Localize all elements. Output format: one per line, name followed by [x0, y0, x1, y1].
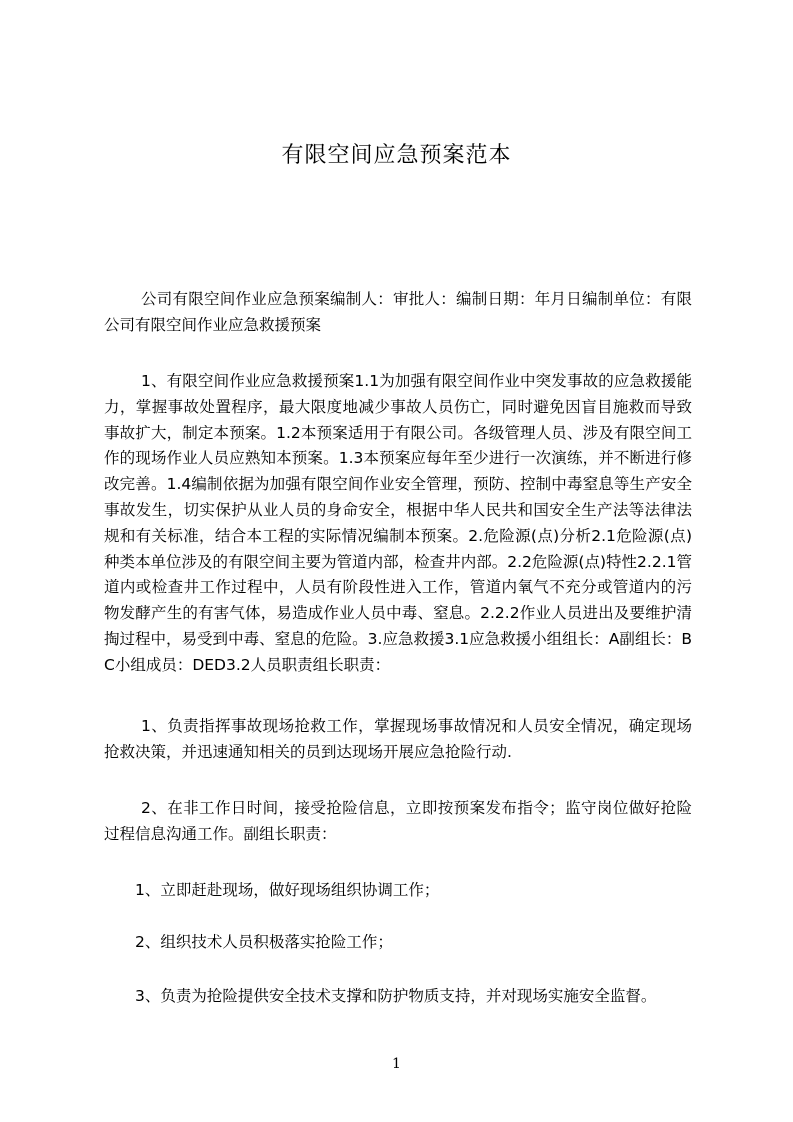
deputy-duty-1-paragraph: 1、立即赶赴现场，做好现场组织协调工作；	[135, 881, 440, 899]
intro-paragraph: 公司有限空间作业应急预案编制人：审批人：编制日期：年月日编制单位：有限公司有限空间作业应急救援预案	[104, 290, 692, 334]
leader-duty-1-paragraph: 1、负责指挥事故现场抢救工作，掌握现场事故情况和人员安全情况，确定现场抢救决策，并迅速通知相关的员到达现场开展应急抢险行动.	[104, 717, 692, 761]
plan-body-paragraph: 1、有限空间作业应急救援预案1.1为加强有限空间作业中突发事故的应急救援能力，掌握事故处置程序，最大限度地减少事故人员伤亡，同时避免因盲目施救而导致事故扩大，制定本预案。1.2本预案适用于有限公司。各级管理人员、涉及有限空间工作的现场作业人员应熟知本预案。1.3本预案应每年至少进行一次演练，并不断进行修改完善。1.4编制依据为加强有限空间作业安全管理，预防、控制中毒窒息等生产安全事故发生，切实保护从业人员的身命安全，根据中华人民共和国安全生产法等法律法规和有关标准，结合本工程的实际情况编制本预案。2.危险源(点)分析2.1危险源(点)种类本单位涉及的有限空间主要为管道内部，检查井内部。2.2危险源(点)特性2.2.1管道内或检查井工作过程中，人员有阶段性进入工作，管道内氧气不充分或管道内的污物发酵产生的有害气体，易造成作业人员中毒、窒息。2.2.2作业人员进出及要维护清掏过程中，易受到中毒、窒息的危险。3.应急救援3.1应急救援小组组长：A副组长：BC小组成员：DED3.2人员职责组长职责：	[104, 372, 692, 674]
page-title: 有限空间应急预案范本	[281, 143, 512, 168]
deputy-duty-3-paragraph: 3、负责为抢险提供安全技术支撑和防护物质支持，并对现场实施安全监督。	[135, 987, 657, 1005]
page-number: 1	[392, 1056, 401, 1072]
deputy-duty-2-paragraph: 2、组织技术人员积极落实抢险工作；	[135, 933, 393, 951]
leader-duty-2-paragraph: 2、在非工作日时间，接受抢险信息，立即按预案发布指令；监守岗位做好抢险过程信息沟通工作。副组长职责：	[104, 799, 692, 843]
